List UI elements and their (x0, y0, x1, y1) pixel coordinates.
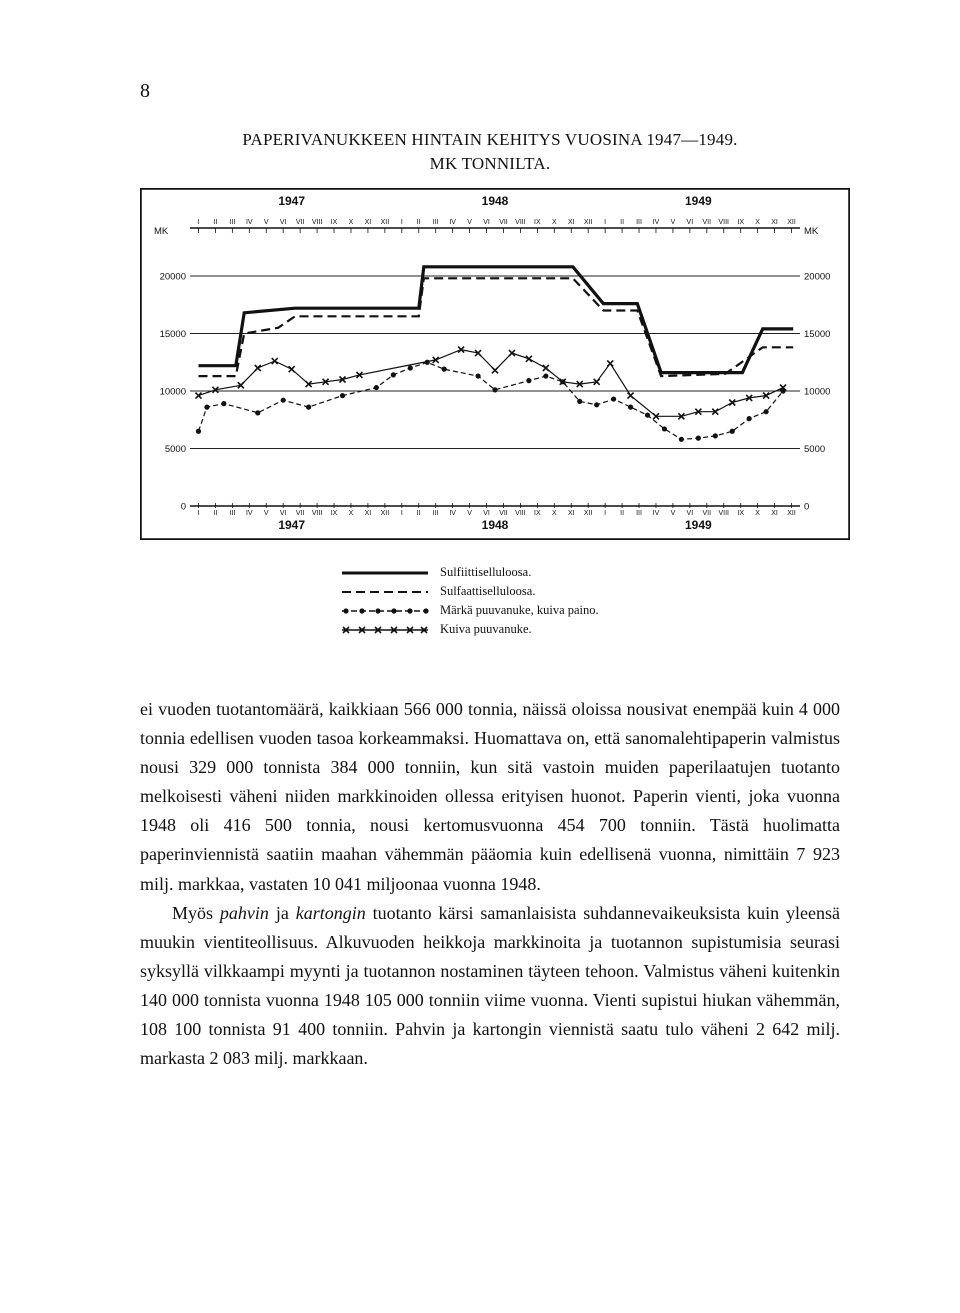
year-label-top: 1947 (278, 194, 306, 208)
month-label-bottom: I (197, 510, 200, 517)
page-number: 8 (140, 80, 150, 102)
month-label-bottom: III (229, 510, 236, 517)
data-point-dot (730, 429, 735, 434)
year-label-bottom: 1948 (481, 518, 509, 532)
data-point-dot (696, 436, 701, 441)
month-label-top: I (400, 219, 403, 226)
month-label-bottom: IX (737, 510, 745, 517)
legend-item-sulfaatti (340, 582, 599, 601)
month-label-bottom: II (620, 510, 625, 517)
month-label-bottom: X (348, 510, 354, 517)
month-label-top: XII (380, 219, 390, 226)
month-label-top: XI (364, 219, 372, 226)
data-point-dot (713, 433, 718, 438)
data-point-dot (340, 393, 345, 398)
month-label-top: VI (483, 219, 490, 226)
y-tick-label-left: 20000 (159, 271, 186, 283)
legend-label: Sulfiittiselluloosa. (440, 565, 532, 579)
y-tick-label-right: 15000 (804, 329, 831, 340)
legend-swatch-dashed (340, 586, 432, 598)
data-point-dot (492, 387, 497, 392)
month-label-bottom: V (670, 510, 676, 517)
month-label-bottom: VIII (311, 510, 323, 517)
data-point-cross (628, 393, 634, 399)
y-tick-label-left: 0 (180, 501, 186, 513)
y-tick-label-right: 10000 (804, 386, 831, 398)
month-label-bottom: VII (702, 510, 712, 517)
month-label-bottom: II (213, 510, 218, 517)
data-point-dot (611, 396, 616, 401)
series-line-0 (199, 267, 794, 373)
axis-unit-right: MK (804, 226, 819, 237)
data-point-cross (289, 366, 295, 372)
month-label-top: V (467, 219, 472, 226)
month-label-bottom: XI (771, 510, 778, 517)
legend-label: Märkä puuvanuke, kuiva paino. (440, 603, 599, 617)
body-text (140, 695, 840, 1073)
month-label-top: XII (583, 219, 593, 226)
data-point-dot (645, 413, 650, 418)
month-label-bottom: XI (364, 510, 372, 517)
data-point-dot (628, 405, 633, 410)
month-label-top: VII (702, 219, 712, 226)
chart-title-line-1: PAPERIVANUKKEEN HINTAIN KEHITYS VUOSINA 1947—1949. (242, 130, 738, 149)
data-point-dot (526, 378, 531, 383)
month-label-top: VIII (718, 219, 730, 226)
month-label-bottom: IX (330, 510, 338, 517)
month-label-bottom: XII (380, 510, 390, 517)
legend-label: Sulfaattiselluloosa. (440, 584, 536, 598)
legend-item-kuiva-puuvanuke (340, 620, 599, 639)
data-point-dot (747, 416, 752, 421)
month-label-bottom: I (604, 510, 607, 517)
price-chart (140, 188, 850, 540)
month-label-bottom: IV (245, 510, 253, 517)
data-point-cross (255, 365, 261, 371)
month-label-bottom: I (400, 510, 403, 517)
month-label-top: XII (787, 219, 796, 226)
data-point-cross (526, 356, 532, 362)
month-label-bottom: X (551, 510, 557, 517)
data-point-cross (543, 365, 549, 371)
paragraph-1: ei vuoden tuotantomäärä, kaikkiaan 566 000 tonnia, näissä oloissa nousivat enempää kuin 4 000 tonnia edellisen vuoden tasoa korkeammaksi. Huomattava on, että sanomalehtipaperin valmistus nousi 329 000 tonnista 384 000 tonniin, kun sitä vastoin muiden paperilaatujen tuotanto melkoisesti väheni niiden markkinoiden ollessa erityisen huonot. Paperin vienti, joka vuonna 1948 oli 416 500 tonnia, nousi kertomusvuonna 454 700 tonniin. Tästä huolimatta paperinviennistä saatiin maahan vähemmän pääomia kuin edellisenä vuonna, nimittäin 7 923 milj. markkaa, vastaten 10 041 miljoonaa vuonna 1948. (140, 699, 840, 894)
month-label-bottom: VI (279, 510, 287, 517)
data-point-dot (543, 373, 548, 378)
y-tick-label-left: 15000 (159, 329, 186, 340)
month-label-top: I (604, 219, 607, 226)
month-label-bottom: III (432, 510, 439, 517)
month-label-top: IX (737, 219, 745, 226)
month-label-top: V (263, 219, 269, 226)
year-label-top: 1948 (481, 194, 509, 208)
axis-unit-left: MK (154, 226, 169, 237)
legend-label: Kuiva puuvanuke. (440, 622, 532, 636)
legend-swatch-crossed (340, 624, 432, 636)
month-label-top: II (416, 219, 421, 226)
month-label-top: VI (686, 219, 694, 226)
month-label-top: X (755, 219, 760, 226)
month-label-bottom: IX (534, 510, 541, 517)
month-label-top: IX (330, 219, 338, 226)
chart-title (140, 128, 840, 176)
month-label-bottom: VI (483, 510, 490, 517)
month-label-bottom: VIII (718, 510, 730, 517)
month-label-bottom: VI (686, 510, 694, 517)
legend-swatch-solid (340, 567, 432, 579)
month-label-bottom: X (755, 510, 760, 517)
month-label-top: X (551, 219, 557, 226)
data-point-dot (306, 405, 311, 410)
data-point-dot (255, 410, 260, 415)
y-tick-label-left: 10000 (159, 386, 186, 398)
month-label-bottom: XI (567, 510, 575, 517)
data-point-dot (196, 429, 201, 434)
legend-swatch-dashed-dot (340, 605, 432, 617)
series-line-1 (199, 278, 794, 376)
year-label-bottom: 1949 (684, 518, 712, 532)
month-label-bottom: IV (652, 510, 660, 517)
data-point-dot (577, 399, 582, 404)
month-label-bottom: XII (787, 510, 796, 517)
data-point-dot (221, 401, 226, 406)
legend-item-marka-puuvanuke (340, 601, 599, 620)
month-label-top: VIII (311, 219, 323, 226)
data-point-cross (509, 350, 515, 356)
data-point-cross (492, 367, 498, 373)
series-line-3 (199, 350, 784, 417)
data-point-dot (475, 373, 480, 378)
y-tick-label-right: 5000 (804, 444, 826, 455)
month-label-bottom: V (263, 510, 269, 517)
month-label-top: VI (279, 219, 287, 226)
month-label-top: I (197, 219, 200, 226)
month-label-top: IV (652, 219, 660, 226)
data-point-dot (594, 402, 599, 407)
month-label-bottom: III (636, 510, 642, 517)
data-point-dot (679, 437, 684, 442)
data-point-dot (391, 372, 396, 377)
data-point-dot (281, 398, 286, 403)
year-label-bottom: 1947 (278, 518, 306, 532)
month-label-top: III (229, 219, 236, 226)
month-label-top: XI (771, 219, 778, 226)
month-label-top: VIII (515, 219, 526, 226)
chart-legend (340, 563, 599, 639)
data-point-dot (442, 367, 447, 372)
month-label-bottom: VII (295, 510, 305, 517)
chart-frame (141, 189, 850, 540)
month-label-top: III (432, 219, 439, 226)
month-label-top: VII (295, 219, 305, 226)
month-label-top: X (348, 219, 354, 226)
y-tick-label-right: 0 (804, 501, 810, 513)
month-label-top: III (636, 219, 642, 226)
y-tick-label-right: 20000 (804, 271, 831, 283)
month-label-bottom: V (467, 510, 472, 517)
month-label-top: IV (245, 219, 253, 226)
data-point-cross (195, 393, 201, 399)
data-point-dot (764, 409, 769, 414)
legend-item-sulfiitti (340, 563, 599, 582)
month-label-bottom: II (416, 510, 421, 517)
emphasis-pahvin: pahvin (219, 902, 269, 923)
year-label-top: 1949 (684, 194, 712, 208)
month-label-bottom: XII (583, 510, 593, 517)
month-label-top: V (670, 219, 676, 226)
data-point-dot (204, 405, 209, 410)
y-tick-label-left: 5000 (164, 444, 186, 455)
month-label-bottom: VII (499, 510, 508, 517)
month-label-top: II (213, 219, 218, 226)
data-point-cross (272, 358, 278, 364)
emphasis-kartongin: kartongin (295, 902, 366, 923)
chart-title-line-2: MK TONNILTA. (429, 154, 551, 173)
month-label-top: XI (567, 219, 575, 226)
month-label-top: IV (449, 219, 456, 226)
data-point-dot (408, 365, 413, 370)
data-point-dot (374, 385, 379, 390)
month-label-top: VII (499, 219, 508, 226)
data-point-dot (662, 426, 667, 431)
month-label-bottom: IV (449, 510, 456, 517)
month-label-bottom: VIII (515, 510, 526, 517)
month-label-top: II (620, 219, 625, 226)
data-point-cross (607, 360, 613, 366)
paragraph-2: Myös pahvin ja kartongin tuotanto kärsi samanlaisista suhdannevaikeuksista kuin yleensä muukin vientiteollisuus. Alkuvuoden heikkoja markkinoita ja tuotannon supistumisia seurasi syksyllä vilkkaampi myynti ja tuotannon nostaminen täyteen tehoon. Valmistus väheni kuitenkin 140 000 tonnista vuonna 1948 105 000 tonniin viime vuonna. Vienti supistui hiukan vähemmän, 108 100 tonnista 91 400 tonniin. Pahvin ja kartongin viennistä saatu tulo väheni 2 642 milj. markasta 2 083 milj. markkaan. (140, 902, 841, 1069)
month-label-top: IX (534, 219, 541, 226)
